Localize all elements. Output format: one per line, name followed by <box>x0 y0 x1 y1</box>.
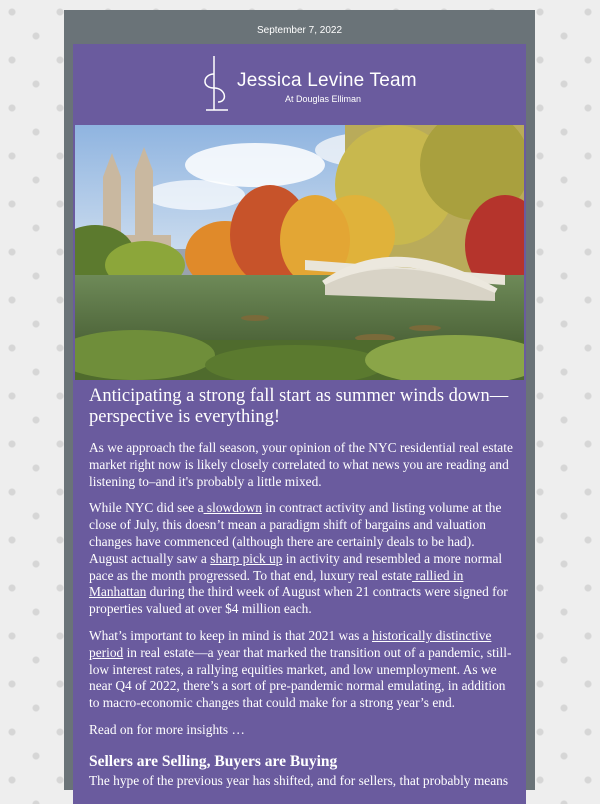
sharp-pick-up-link[interactable]: sharp pick up <box>210 550 283 566</box>
brand-logo[interactable] <box>73 52 526 114</box>
content-panel <box>73 44 526 804</box>
central-park-hero-image <box>75 125 524 380</box>
jl-monogram-icon <box>198 54 232 112</box>
email-date: September 7, 2022 <box>256 25 343 36</box>
text-span: in contract activity and listing volume at the close of July, this doesn’t mean a paradigm shift of bargains and valuation changes have commenced (although there are certainly deals to be had). August actually saw a <box>89 500 502 566</box>
email-frame <box>64 10 535 790</box>
historically-distinctive-link[interactable]: historically distinctive period <box>89 627 492 660</box>
rallied-in-manhattan-link[interactable]: rallied in Manhattan <box>89 567 464 600</box>
brand-name: Jessica Levine Team <box>237 70 417 91</box>
brand-subtitle: At Douglas Elliman <box>285 94 362 104</box>
headline: Anticipating a strong fall start as summer winds down—perspective is everything! <box>89 386 509 427</box>
section-heading: Sellers are Selling, Buyers are Buying <box>89 752 338 770</box>
text-span: in real estate—a year that marked the transition out of a pandemic, still-low interest rates, a rallying equities market, and low unemployment. As we near Q4 of 2022, there’s a sort of pre-pandemic normal emulating, in addition to macro-economic changes that could make for a strong year’s end. <box>89 644 512 711</box>
market-paragraph <box>89 500 515 618</box>
intro-paragraph: As we approach the fall season, your opinion of the NYC residential real estate market right now is likely closely correlated to what news you are reading and listening to–and it's probably a little mixed. <box>89 440 513 489</box>
article-body <box>89 386 515 800</box>
section-paragraph: The hype of the previous year has shifted, and for sellers, that probably means <box>89 772 509 788</box>
text-span: in activity and resembled a more normal pace as the month progressed. To that end, luxury real estate <box>89 550 503 583</box>
text-span: While NYC did see a <box>89 500 204 516</box>
text-span: What’s important to keep in mind is that 2021 was a <box>89 627 373 643</box>
text-span: during the third week of August when 21 contracts were signed for properties valued at over $4 million each. <box>89 584 508 617</box>
read-on-text: Read on for more insights … <box>89 721 245 737</box>
slowdown-link[interactable]: slowdown <box>203 500 262 516</box>
perspective-paragraph <box>89 628 515 712</box>
